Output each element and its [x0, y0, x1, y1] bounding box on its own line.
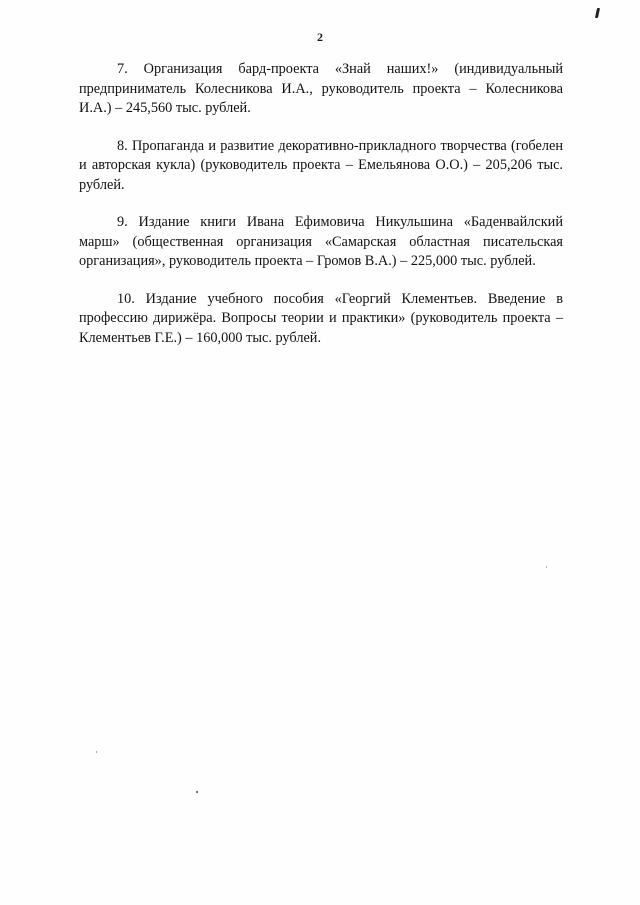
scan-speck — [196, 791, 198, 793]
paragraph-item-10: 10. Издание учебного пособия «Георгий Клементьев. Введение в профессию дирижёра. Вопросы теории и практики» (руководитель проекта – Клементьев Г.Е.) – 160,000 тыс. рублей. — [79, 290, 563, 346]
scan-mark — [595, 8, 600, 18]
page-number: 2 — [317, 30, 323, 44]
paragraph-item-7: 7. Организация бард-проекта «Знай наших!» (индивидуальный предприниматель Колесникова И.А., руководитель проекта – Колесникова И.А.) – 245,560 тыс. рублей. — [79, 61, 563, 116]
paragraph-item-9: 9. Издание книги Ивана Ефимовича Никульшина «Баденвайлский марш» (общественная организация «Самарская областная писательская организация», руководитель проекта – Громов В.А.) – 225,000 тыс. рублей. — [79, 214, 563, 269]
paragraph-item-8: 8. Пропаганда и развитие декоративно-прикладного творчества (гобелен и авторская кукла) (руководитель проекта – Емельянова О.О.) – 205,206 тыс. рублей. — [79, 137, 563, 193]
document-body — [79, 60, 563, 366]
scan-speck — [546, 566, 547, 568]
scan-speck — [96, 751, 97, 753]
